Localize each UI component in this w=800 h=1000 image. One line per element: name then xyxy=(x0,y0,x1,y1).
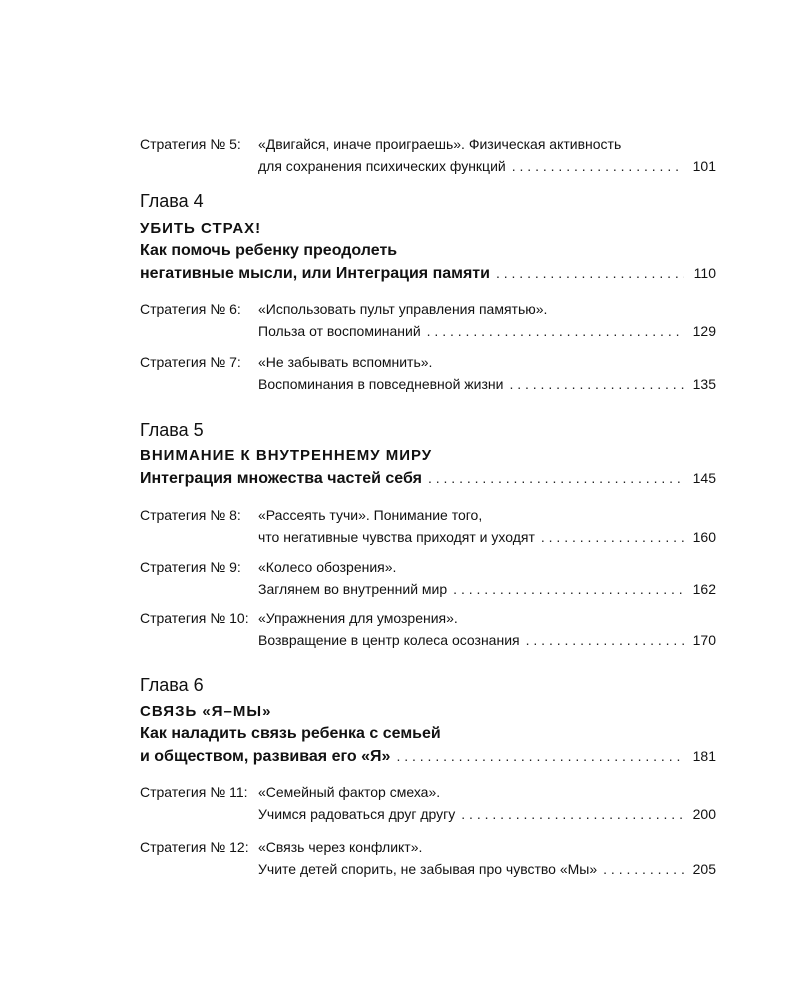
strategy-label: Стратегия № 8: xyxy=(140,507,241,523)
chapter-6-label: Глава 6 xyxy=(140,675,204,695)
leader-dots xyxy=(428,467,684,489)
page-number: 135 xyxy=(692,376,716,392)
chapter-6-subtitle-line2: и обществом, развивая его «Я» xyxy=(140,748,391,765)
strategy-label: Стратегия № 10: xyxy=(140,610,249,626)
page-number: 129 xyxy=(692,323,716,339)
strategy-title-line2: Учимся радоваться друг другу xyxy=(258,806,456,822)
strategy-title-line2: Учите детей спорить, не забывая про чувство «Мы» xyxy=(258,861,598,877)
page-number: 160 xyxy=(692,529,716,545)
page-number: 200 xyxy=(692,806,716,822)
chapter-5-subtitle: Интеграция множества частей себя xyxy=(140,470,422,487)
page-number: 101 xyxy=(692,158,716,174)
strategy-title-line2: что негативные чувства приходят и уходят xyxy=(258,529,535,545)
strategy-label: Стратегия № 5: xyxy=(140,136,241,152)
chapter-4-label: Глава 4 xyxy=(140,191,204,211)
page-number: 145 xyxy=(692,470,716,486)
page-number: 162 xyxy=(692,581,716,597)
chapter-5-title[interactable]: ВНИМАНИЕ К ВНУТРЕННЕМУ МИРУ xyxy=(140,447,433,464)
strategy-title-line1: «Не забывать вспомнить». xyxy=(258,354,433,370)
strategy-title-line1: «Связь через конфликт». xyxy=(258,839,423,855)
strategy-label: Стратегия № 6: xyxy=(140,301,241,317)
chapter-4-subtitle-line2: негативные мысли, или Интеграция памяти xyxy=(140,265,490,282)
leader-dots xyxy=(541,526,684,548)
leader-dots xyxy=(496,262,684,284)
leader-dots xyxy=(427,320,684,342)
chapter-5-label: Глава 5 xyxy=(140,420,204,440)
strategy-label: Стратегия № 11: xyxy=(140,784,248,800)
page-number: 181 xyxy=(692,748,716,764)
chapter-4-subtitle-line1: Как помочь ребенку преодолеть xyxy=(140,242,398,259)
toc-entry-chapter-6[interactable] xyxy=(140,745,716,768)
toc-entry-chapter-5[interactable] xyxy=(140,467,716,490)
page-number: 205 xyxy=(692,861,716,877)
strategy-title-line1: «Семейный фактор смеха». xyxy=(258,784,441,800)
strategy-title-line1: «Двигайся, иначе проиграешь». Физическая активность xyxy=(258,136,622,152)
leader-dots xyxy=(461,803,684,825)
chapter-4-title[interactable]: УБИТЬ СТРАХ! xyxy=(140,220,262,237)
leader-dots xyxy=(526,629,684,651)
strategy-title-line2: Воспоминания в повседневной жизни xyxy=(258,376,504,392)
strategy-title-line1: «Рассеять тучи». Понимание того, xyxy=(258,507,483,523)
leader-dots xyxy=(512,155,684,177)
toc-entry-chapter-4[interactable] xyxy=(140,262,716,285)
page-number: 170 xyxy=(692,632,716,648)
strategy-title-line2: Возвращение в центр колеса осознания xyxy=(258,632,520,648)
chapter-6-subtitle-line1: Как наладить связь ребенка с семьей xyxy=(140,725,441,742)
strategy-title-line1: «Использовать пульт управления памятью». xyxy=(258,301,548,317)
strategy-title-line1: «Колесо обозрения». xyxy=(258,559,397,575)
leader-dots xyxy=(603,858,684,880)
strategy-title-line2: для сохранения психических функций xyxy=(258,158,506,174)
leader-dots xyxy=(453,578,684,600)
leader-dots xyxy=(509,373,684,395)
strategy-title-line1: «Упражнения для умозрения». xyxy=(258,610,458,626)
leader-dots xyxy=(396,745,684,767)
strategy-title-line2: Заглянем во внутренний мир xyxy=(258,581,448,597)
chapter-6-title[interactable]: СВЯЗЬ «Я–МЫ» xyxy=(140,703,272,720)
strategy-label: Стратегия № 9: xyxy=(140,559,241,575)
page-number: 110 xyxy=(693,265,716,281)
strategy-label: Стратегия № 7: xyxy=(140,354,241,370)
strategy-label: Стратегия № 12: xyxy=(140,839,249,855)
strategy-title-line2: Польза от воспоминаний xyxy=(258,323,421,339)
